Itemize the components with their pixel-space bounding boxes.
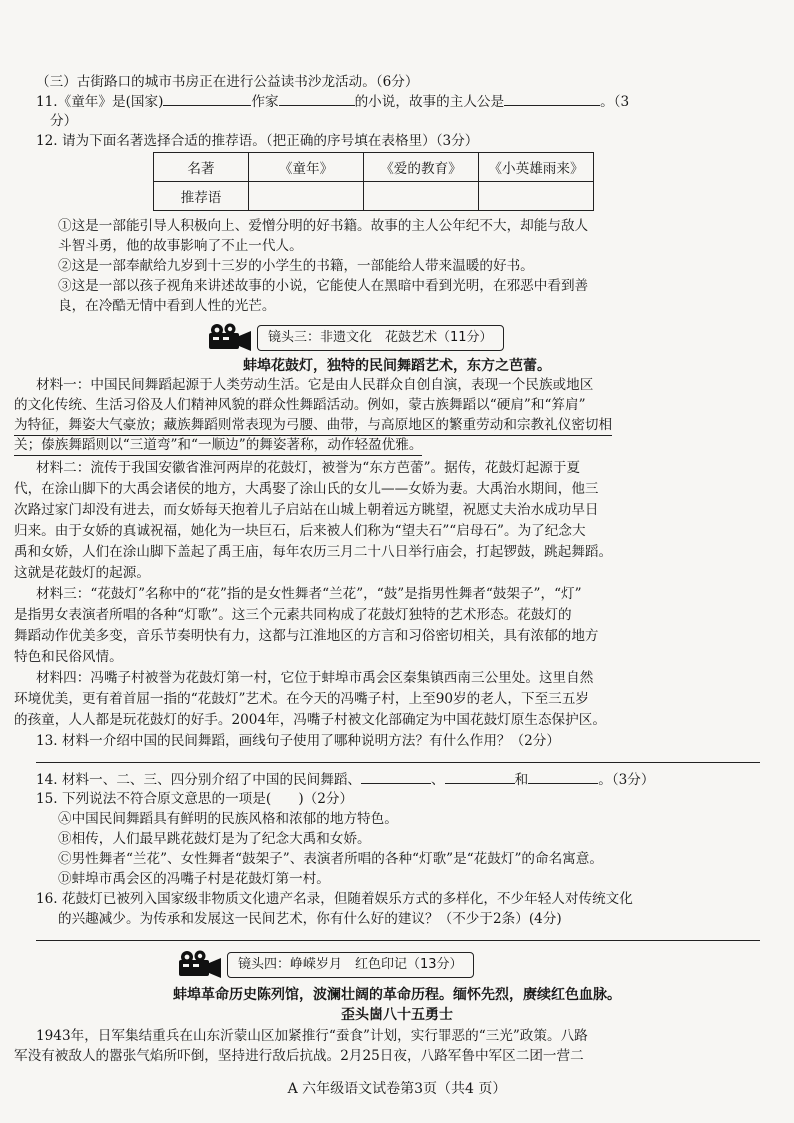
q14-text-d: 。（3分） <box>598 772 655 788</box>
q14-text-a: 14. 材料一、二、三、四分别介绍了中国的民间舞蹈、 <box>36 772 362 788</box>
material-1: 材料一：中国民间舞蹈起源于人类劳动生活。它是由人民群众自创自演，表现一个民族或地区 <box>36 377 594 393</box>
q15-option-c[interactable]: Ⓒ男性舞者“兰花”、女性舞者“鼓架子”、表演者所唱的各种“灯歌”是“花鼓灯”的命名寓意。 <box>58 851 603 867</box>
page-footer: A 六年级语文试卷第3页（共4 页） <box>287 1081 507 1097</box>
table-cell: 推荐语 <box>154 182 249 211</box>
article-title: 歪头崮八十五勇士 <box>341 1007 453 1023</box>
shot3-banner <box>205 325 545 351</box>
question-11 <box>36 91 629 112</box>
material-3: 特色和民俗风情。 <box>14 649 123 665</box>
question-16: 16. 花鼓灯已被列入国家级非物质文化遗产名录，但随着娱乐方式的多样化，不少年轻人对传统文化 <box>36 891 633 907</box>
question-12: 12. 请为下面名著选择合适的推荐语。（把正确的序号填在表格里）（3分） <box>36 133 479 149</box>
option-1-cont: 斗智斗勇，他的故事影响了不止一代人。 <box>58 238 303 254</box>
q11-text-c: 的小说，故事的主人公是 <box>354 94 505 110</box>
material-4: 的孩童，人人都是玩花鼓灯的好手。2004年，冯嘴子村被文化部确定为中国花鼓灯原生态保护区。 <box>14 712 606 728</box>
material-1-underlined: 关；傣族舞蹈则以“三道弯”和“一顺边”的舞姿著称，动作轻盈优雅。 <box>14 435 422 456</box>
article-paragraph: 1943年，日军集结重兵在山东沂蒙山区加紧推行“蚕食”计划，实行罪恶的“三光”政策。八路 <box>36 1028 588 1044</box>
film-camera-icon <box>205 323 253 353</box>
shot3-banner-label: 镜头三：非遗文化 花鼓艺术（11分） <box>257 325 504 351</box>
q11-text-a: 11.《童年》是(国家) <box>36 94 164 110</box>
question-15: 15. 下列说法不符合原文意思的一项是( )（2分） <box>36 791 354 807</box>
material-1-line: 的文化传统、生活习俗及人们精神风貌的群众性舞蹈活动。例如，蒙古族舞蹈以“硬肩”和“笲肩” <box>14 397 586 413</box>
answer-line[interactable] <box>36 940 760 941</box>
table-row <box>154 182 594 211</box>
film-camera-icon <box>175 950 223 980</box>
article-paragraph: 军没有被敌人的嚣张气焰所吓倒，坚持进行敌后抗战。2月25日夜，八路军鲁中军区二团一营二 <box>14 1048 584 1064</box>
q15-option-d[interactable]: Ⓓ蚌埠市禹会区的冯嘴子村是花鼓灯第一村。 <box>58 871 330 887</box>
answer-cell[interactable] <box>479 182 594 211</box>
q14-text-b: 、 <box>431 772 445 788</box>
q11-continuation: 分） <box>50 113 78 129</box>
q11-text-d: 。（3 <box>600 94 630 110</box>
answer-line[interactable] <box>36 762 760 763</box>
q11-text-b: 作家 <box>251 94 279 110</box>
material-2: 材料二：流传于我国安徽省淮河两岸的花鼓灯，被誉为“东方芭蕾”。据传，花鼓灯起源于夏 <box>36 460 581 476</box>
recommendation-table <box>153 152 594 211</box>
answer-blank[interactable] <box>445 769 515 784</box>
material-3: 是指男女表演者所唱的各种“灯歌”。这三个元素共同构成了花鼓灯独特的艺术形态。花鼓灯的 <box>14 607 572 623</box>
table-cell: 《小英雄雨来》 <box>479 153 594 182</box>
table-cell: 名著 <box>154 153 249 182</box>
table-row <box>154 153 594 182</box>
material-2: 归来。由于女娇的真诚祝福，她化为一块巨石，后来被人们称为“望夫石”“启母石”。为了纪念大 <box>14 523 586 539</box>
answer-blank[interactable] <box>279 91 355 106</box>
material-1-underlined: 为特征，舞姿大气豪放；藏族舞蹈则常表现为弓腰、曲带，与高原地区的繁重劳动和宗教礼仪密切相 <box>14 415 612 436</box>
table-cell: 《爱的教育》 <box>364 153 479 182</box>
option-3-cont: 良，在冷酷无情中看到人性的光芒。 <box>58 298 276 314</box>
answer-cell[interactable] <box>364 182 479 211</box>
q14-text-c: 和 <box>514 772 529 788</box>
material-2: 次路过家门却没有进去，而女娇每天抱着儿子启站在山城上朝着远方眺望，祝愿丈夫治水成功早日 <box>14 502 599 518</box>
material-2: 代，在涂山脚下的大禹会诸侯的地方，大禹娶了涂山氏的女儿——女娇为妻。大禹治水期间，他三 <box>14 481 599 497</box>
material-4: 环境优美，更有着首屈一指的“花鼓灯”艺术。在今天的冯嘴子村，上至90岁的老人，下至三五岁 <box>14 691 589 707</box>
answer-blank[interactable] <box>528 769 598 784</box>
shot4-banner-label: 镜头四：峥嵘岁月 红色印记（13分） <box>227 952 474 978</box>
option-2: ②这是一部奉献给九岁到十三岁的小学生的书籍，一部能给人带来温暖的好书。 <box>58 258 534 274</box>
material-3: 材料三：“花鼓灯”名称中的“花”指的是女性舞者“兰花”，“鼓”是指男性舞者“鼓架子”，“灯” <box>36 586 582 602</box>
material-2: 禹和女娇，人们在涂山脚下盖起了禹王庙，每年农历三月二十八日举行庙会，打起锣鼓，跳起舞蹈。 <box>14 544 613 560</box>
shot4-banner <box>175 952 535 978</box>
answer-cell[interactable] <box>249 182 364 211</box>
section-heading: （三）古街路口的城市书房正在进行公益读书沙龙活动。（6分） <box>36 74 419 90</box>
material-2: 这就是花鼓灯的起源。 <box>14 565 150 581</box>
question-13: 13. 材料一介绍中国的民间舞蹈，画线句子使用了哪种说明方法？有什么作用？（2分） <box>36 733 560 749</box>
option-3: ③这是一部以孩子视角来讲述故事的小说，它能使人在黑暗中看到光明，在邪恶中看到善 <box>58 278 589 294</box>
material-3: 舞蹈动作优美多变，音乐节奏明快有力，这都与江淮地区的方言和习俗密切相关，具有浓郁的地方 <box>14 628 599 644</box>
question-14 <box>36 769 654 790</box>
material-4: 材料四：冯嘴子村被誉为花鼓灯第一村，它位于蚌埠市禹会区秦集镇西南三公里处。这里自然 <box>36 670 594 686</box>
answer-blank[interactable] <box>504 91 600 106</box>
answer-blank[interactable] <box>163 91 251 106</box>
table-cell: 《童年》 <box>249 153 364 182</box>
option-1: ①这是一部能引导人积极向上、爱憎分明的好书籍。故事的主人公年纪不大，却能与敌人 <box>58 218 589 234</box>
q15-option-b[interactable]: Ⓑ相传，人们最早跳花鼓灯是为了纪念大禹和女娇。 <box>58 831 371 847</box>
q15-option-a[interactable]: Ⓐ中国民间舞蹈具有鲜明的民族风格和浓郁的地方特色。 <box>58 811 398 827</box>
answer-blank[interactable] <box>361 769 431 784</box>
material-1 <box>14 395 586 415</box>
question-16-cont: 的兴趣减少。为传承和发展这一民间艺术，你有什么好的建议？（不少于2条）(4分) <box>58 911 562 927</box>
shot4-intro: 蚌埠革命历史陈列馆，波澜壮阔的革命历程。缅怀先烈，赓续红色血脉。 <box>173 987 621 1003</box>
shot3-title: 蚌埠花鼓灯，独特的民间舞蹈艺术，东方之芭蕾。 <box>243 358 551 374</box>
